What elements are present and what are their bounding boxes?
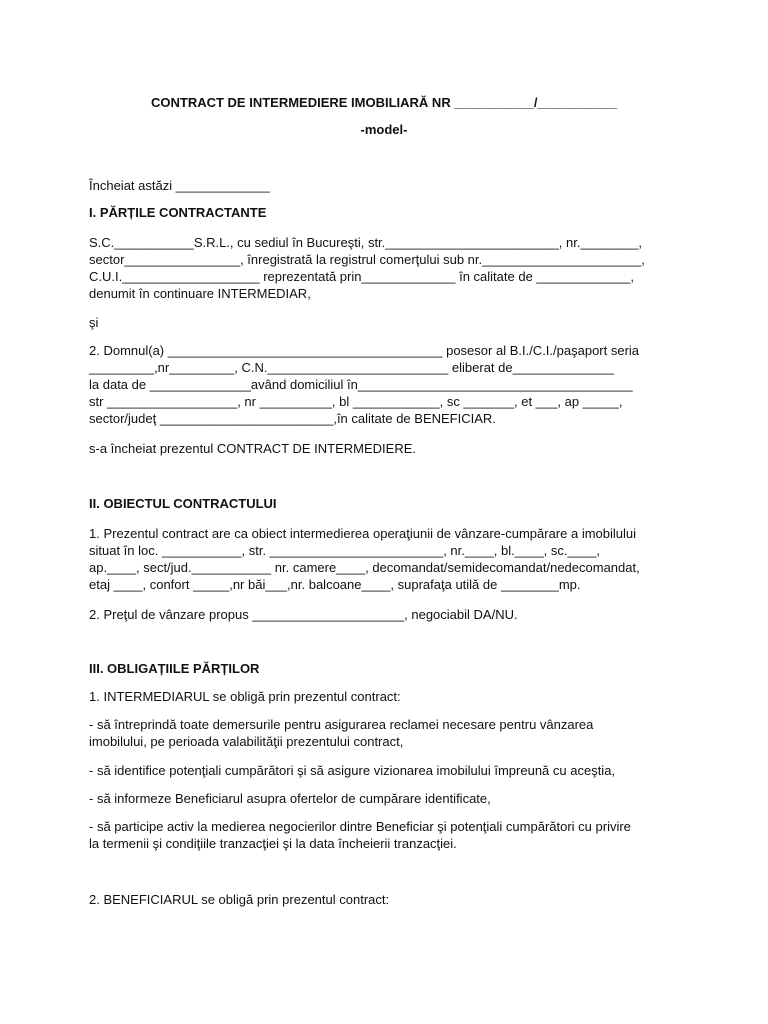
obligation-2: - să identifice potenţiali cumpărători şi să asigure vizionarea imobilului împreună cu aceştia,: [89, 763, 616, 778]
price-line: 2. Preţul de vânzare propus _____________________, negociabil DA/NU.: [89, 607, 518, 622]
party1-line-3: C.U.I.___________________ reprezentată prin_____________ în calitate de _____________,: [89, 269, 635, 284]
section-1-heading: I. PĂRȚILE CONTRACTANTE: [89, 205, 267, 220]
obligation-1-line-2: imobilului, pe perioada valabilităţii prezentului contract,: [89, 734, 404, 749]
object-line-2: situat în loc. ___________, str. ________________________, nr.____, bl.____, sc.____,: [89, 543, 601, 558]
object-line-4: etaj ____, confort _____,nr băi___,nr. balcoane____, suprafaţa utilă de ________mp.: [89, 577, 581, 592]
party2-line-4: str __________________, nr __________, bl ____________, sc _______, et ___, ap _____,: [89, 394, 623, 409]
beneficiary-obligations-intro: 2. BENEFICIARUL se obligă prin prezentul contract:: [89, 892, 390, 907]
obligation-1-line-1: - să întreprindă toate demersurile pentru asigurarea reclamei necesare pentru vânzarea: [89, 717, 594, 732]
party1-line-4: denumit în continuare INTERMEDIAR,: [89, 286, 311, 301]
object-line-1: 1. Prezentul contract are ca obiect intermedierea operaţiunii de vânzare-cumpărare a imobilului: [89, 526, 637, 541]
party2-line-2: _________,nr_________, C.N._________________________ eliberat de______________: [89, 360, 614, 375]
party2-line-3: la data de ______________având domiciliul în______________________________________: [89, 377, 633, 392]
section-3-heading: III. OBLIGAȚIILE PĂRȚILOR: [89, 661, 260, 676]
document-title: CONTRACT DE INTERMEDIERE IMOBILIARĂ NR ___________/___________: [150, 95, 617, 110]
section-2-heading: II. OBIECTUL CONTRACTULUI: [89, 496, 277, 511]
party1-line-1: S.C.___________S.R.L., cu sediul în Bucureşti, str.________________________, nr.________,: [89, 235, 642, 250]
obligation-3: - să informeze Beneficiarul asupra ofertelor de cumpărare identificate,: [89, 791, 491, 806]
date-line: Încheiat astăzi _____________: [89, 178, 270, 193]
party2-line-5: sector/judeţ ________________________,în calitate de BENEFICIAR.: [89, 411, 496, 426]
intermediary-obligations-intro: 1. INTERMEDIARUL se obligă prin prezentul contract:: [89, 689, 401, 704]
obligation-4-line-1: - să participe activ la medierea negocierilor dintre Beneficiar şi potenţiali cumpărători cu privire: [89, 819, 631, 834]
object-line-3: ap.____, sect/jud.___________ nr. camere____, decomandat/semidecomandat/nedecomandat,: [89, 560, 640, 575]
party1-line-2: sector________________, înregistrată la registrul comerţului sub nr.______________________,: [89, 252, 645, 267]
contract-concluded: s-a încheiat prezentul CONTRACT DE INTERMEDIERE.: [89, 441, 417, 456]
conjunction-and: şi: [89, 315, 99, 330]
party2-line-1: 2. Domnul(a) ______________________________________ posesor al B.I./C.I./paşaport seria: [89, 343, 640, 358]
document-subtitle: -model-: [360, 122, 408, 137]
obligation-4-line-2: la termenii şi condiţiile tranzacţiei şi la data încheierii tranzacţiei.: [89, 836, 457, 851]
